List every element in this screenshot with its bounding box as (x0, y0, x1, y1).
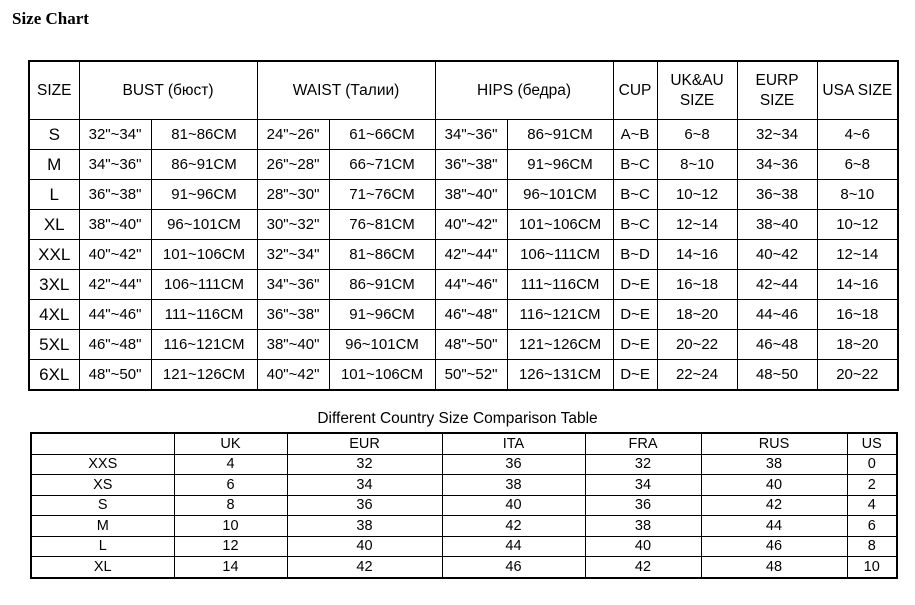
size-value-cell: 14~16 (817, 270, 898, 300)
comparison-value-cell: 36 (585, 495, 701, 516)
comparison-size-cell: M (31, 516, 174, 537)
size-value-cell: 8~10 (817, 180, 898, 210)
comparison-value-cell: 10 (174, 516, 287, 537)
comparison-value-cell: 42 (442, 516, 585, 537)
header-size: SIZE (29, 61, 79, 120)
size-value-cell: 76~81CM (329, 210, 435, 240)
size-value-cell: 116~121CM (151, 330, 257, 360)
comparison-value-cell: 36 (442, 454, 585, 475)
comparison-value-cell: 46 (442, 557, 585, 578)
header-usa: USA SIZE (817, 61, 898, 120)
size-value-cell: 36"~38" (257, 300, 329, 330)
size-name-cell: 6XL (29, 360, 79, 391)
comparison-value-cell: 0 (847, 454, 897, 475)
comparison-value-cell: 14 (174, 557, 287, 578)
size-value-cell: 86~91CM (329, 270, 435, 300)
size-value-cell: 30"~32" (257, 210, 329, 240)
size-value-cell: 34"~36" (79, 150, 151, 180)
size-value-cell: 42"~44" (435, 240, 507, 270)
size-value-cell: 121~126CM (151, 360, 257, 391)
size-value-cell: 22~24 (657, 360, 737, 391)
size-value-cell: 26"~28" (257, 150, 329, 180)
size-value-cell: 116~121CM (507, 300, 613, 330)
size-value-cell: 32"~34" (79, 120, 151, 150)
size-value-cell: A~B (613, 120, 657, 150)
comparison-value-cell: 42 (585, 557, 701, 578)
size-value-cell: 40"~42" (79, 240, 151, 270)
size-value-cell: 86~91CM (507, 120, 613, 150)
size-value-cell: B~C (613, 210, 657, 240)
size-value-cell: 44"~46" (79, 300, 151, 330)
comparison-size-cell: XL (31, 557, 174, 578)
size-value-cell: 38~40 (737, 210, 817, 240)
size-value-cell: 36"~38" (79, 180, 151, 210)
comparison-value-cell: 36 (287, 495, 442, 516)
comparison-value-cell: 2 (847, 475, 897, 496)
size-value-cell: 46"~48" (79, 330, 151, 360)
size-name-cell: 3XL (29, 270, 79, 300)
size-row (29, 270, 898, 300)
comparison-row (31, 516, 897, 537)
size-name-cell: 5XL (29, 330, 79, 360)
size-value-cell: 10~12 (657, 180, 737, 210)
size-value-cell: 16~18 (657, 270, 737, 300)
size-value-cell: B~C (613, 180, 657, 210)
comparison-value-cell: 32 (287, 454, 442, 475)
comparison-value-cell: 4 (847, 495, 897, 516)
comparison-header-cell: EUR (287, 433, 442, 454)
size-value-cell: 46~48 (737, 330, 817, 360)
comparison-value-cell: 8 (847, 536, 897, 557)
size-chart-body (29, 120, 898, 391)
size-value-cell: 91~96CM (151, 180, 257, 210)
size-name-cell: M (29, 150, 79, 180)
size-value-cell: 6~8 (657, 120, 737, 150)
size-row (29, 180, 898, 210)
header-cup: CUP (613, 61, 657, 120)
size-row (29, 150, 898, 180)
size-value-cell: 18~20 (657, 300, 737, 330)
size-value-cell: B~D (613, 240, 657, 270)
size-row (29, 210, 898, 240)
size-value-cell: 12~14 (657, 210, 737, 240)
header-eurp (737, 61, 817, 120)
comparison-value-cell: 38 (287, 516, 442, 537)
size-value-cell: 48"~50" (79, 360, 151, 391)
size-value-cell: 111~116CM (151, 300, 257, 330)
size-row (29, 300, 898, 330)
comparison-size-cell: L (31, 536, 174, 557)
size-value-cell: 40~42 (737, 240, 817, 270)
size-value-cell: 34"~36" (257, 270, 329, 300)
size-value-cell: 91~96CM (329, 300, 435, 330)
size-value-cell: 101~106CM (329, 360, 435, 391)
size-value-cell: 38"~40" (435, 180, 507, 210)
size-name-cell: XL (29, 210, 79, 240)
comparison-value-cell: 6 (847, 516, 897, 537)
comparison-header-cell: US (847, 433, 897, 454)
comparison-value-cell: 40 (442, 495, 585, 516)
size-row (29, 120, 898, 150)
comparison-value-cell: 4 (174, 454, 287, 475)
size-value-cell: 20~22 (817, 360, 898, 391)
comparison-value-cell: 34 (287, 475, 442, 496)
size-value-cell: 36"~38" (435, 150, 507, 180)
comparison-header-row (31, 433, 897, 454)
size-value-cell: D~E (613, 300, 657, 330)
comparison-header-cell (31, 433, 174, 454)
size-value-cell: 42"~44" (79, 270, 151, 300)
size-value-cell: 96~101CM (507, 180, 613, 210)
size-value-cell: 34"~36" (435, 120, 507, 150)
comparison-value-cell: 10 (847, 557, 897, 578)
comparison-header-cell: RUS (701, 433, 847, 454)
size-value-cell: 46"~48" (435, 300, 507, 330)
comparison-value-cell: 42 (701, 495, 847, 516)
comparison-size-cell: XS (31, 475, 174, 496)
size-value-cell: 14~16 (657, 240, 737, 270)
header-hips: HIPS (бедра) (435, 61, 613, 120)
country-comparison-table (30, 432, 898, 579)
page-title: Size Chart (12, 9, 89, 28)
size-value-cell: 86~91CM (151, 150, 257, 180)
size-value-cell: 91~96CM (507, 150, 613, 180)
comparison-value-cell: 34 (585, 475, 701, 496)
header-ukau-line1: UK&AU (670, 71, 724, 89)
size-value-cell: 32"~34" (257, 240, 329, 270)
size-value-cell: 48"~50" (435, 330, 507, 360)
size-value-cell: 66~71CM (329, 150, 435, 180)
size-value-cell: 106~111CM (151, 270, 257, 300)
comparison-body (31, 454, 897, 578)
size-value-cell: 6~8 (817, 150, 898, 180)
size-row (29, 330, 898, 360)
comparison-value-cell: 38 (701, 454, 847, 475)
size-value-cell: 126~131CM (507, 360, 613, 391)
size-value-cell: 61~66CM (329, 120, 435, 150)
comparison-header-cell: FRA (585, 433, 701, 454)
size-chart-header-row (29, 61, 898, 120)
comparison-row (31, 475, 897, 496)
size-value-cell: 36~38 (737, 180, 817, 210)
size-value-cell: 12~14 (817, 240, 898, 270)
size-value-cell: 20~22 (657, 330, 737, 360)
size-value-cell: 50"~52" (435, 360, 507, 391)
comparison-value-cell: 38 (585, 516, 701, 537)
size-chart-table (28, 60, 899, 391)
size-value-cell: 81~86CM (329, 240, 435, 270)
size-value-cell: 44"~46" (435, 270, 507, 300)
comparison-row (31, 557, 897, 578)
size-value-cell: 81~86CM (151, 120, 257, 150)
size-value-cell: B~C (613, 150, 657, 180)
size-value-cell: 28"~30" (257, 180, 329, 210)
size-row (29, 360, 898, 391)
size-name-cell: 4XL (29, 300, 79, 330)
comparison-value-cell: 40 (585, 536, 701, 557)
comparison-value-cell: 44 (442, 536, 585, 557)
comparison-value-cell: 48 (701, 557, 847, 578)
comparison-row (31, 495, 897, 516)
comparison-header-cell: ITA (442, 433, 585, 454)
size-value-cell: 24"~26" (257, 120, 329, 150)
comparison-value-cell: 42 (287, 557, 442, 578)
size-value-cell: 34~36 (737, 150, 817, 180)
size-value-cell: 40"~42" (257, 360, 329, 391)
size-value-cell: 4~6 (817, 120, 898, 150)
comparison-value-cell: 38 (442, 475, 585, 496)
header-ukau-line2: SIZE (679, 91, 715, 109)
size-value-cell: 96~101CM (329, 330, 435, 360)
size-name-cell: XXL (29, 240, 79, 270)
size-name-cell: L (29, 180, 79, 210)
size-value-cell: 106~111CM (507, 240, 613, 270)
size-value-cell: 101~106CM (507, 210, 613, 240)
size-value-cell: 10~12 (817, 210, 898, 240)
header-ukau (657, 61, 737, 120)
size-value-cell: 71~76CM (329, 180, 435, 210)
size-value-cell: 96~101CM (151, 210, 257, 240)
comparison-value-cell: 6 (174, 475, 287, 496)
comparison-row (31, 536, 897, 557)
comparison-size-cell: XXS (31, 454, 174, 475)
size-value-cell: D~E (613, 330, 657, 360)
size-value-cell: 18~20 (817, 330, 898, 360)
size-value-cell: 8~10 (657, 150, 737, 180)
comparison-value-cell: 44 (701, 516, 847, 537)
size-value-cell: 111~116CM (507, 270, 613, 300)
size-value-cell: D~E (613, 360, 657, 391)
comparison-value-cell: 40 (287, 536, 442, 557)
size-value-cell: 38"~40" (257, 330, 329, 360)
size-value-cell: 38"~40" (79, 210, 151, 240)
comparison-value-cell: 46 (701, 536, 847, 557)
size-value-cell: 16~18 (817, 300, 898, 330)
comparison-value-cell: 12 (174, 536, 287, 557)
comparison-table-caption: Different Country Size Comparison Table (317, 410, 598, 427)
size-value-cell: 42~44 (737, 270, 817, 300)
header-waist: WAIST (Талии) (257, 61, 435, 120)
size-value-cell: 48~50 (737, 360, 817, 391)
comparison-size-cell: S (31, 495, 174, 516)
header-eurp-line2: SIZE (759, 91, 795, 109)
header-eurp-line1: EURP (755, 71, 799, 89)
size-name-cell: S (29, 120, 79, 150)
size-value-cell: 32~34 (737, 120, 817, 150)
comparison-value-cell: 40 (701, 475, 847, 496)
size-value-cell: 44~46 (737, 300, 817, 330)
size-value-cell: 101~106CM (151, 240, 257, 270)
comparison-value-cell: 8 (174, 495, 287, 516)
size-value-cell: 121~126CM (507, 330, 613, 360)
size-value-cell: 40"~42" (435, 210, 507, 240)
header-bust: BUST (бюст) (79, 61, 257, 120)
size-value-cell: D~E (613, 270, 657, 300)
comparison-value-cell: 32 (585, 454, 701, 475)
comparison-header-cell: UK (174, 433, 287, 454)
size-row (29, 240, 898, 270)
comparison-row (31, 454, 897, 475)
